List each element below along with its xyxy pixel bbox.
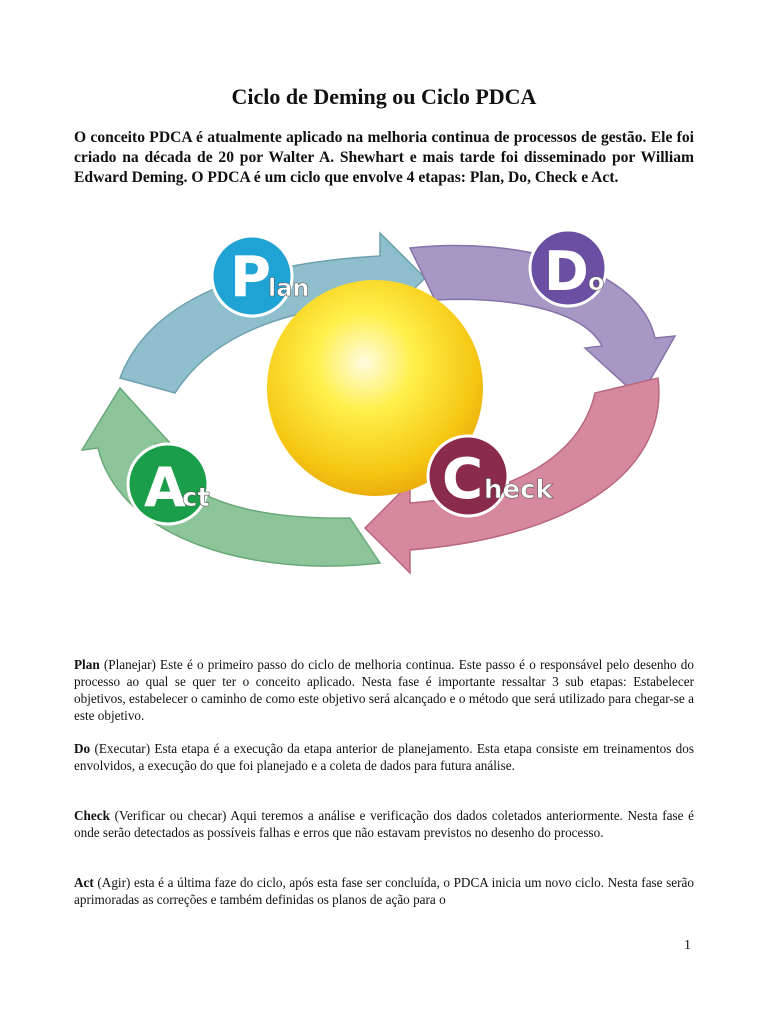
check-paragraph <box>74 807 694 841</box>
pdca-cycle-diagram <box>80 228 680 608</box>
act-badge-big-letter: A <box>144 456 186 519</box>
check-description: (Verificar ou checar) Aqui teremos a análise e verificação dos dados coletados anteriormente. Nesta fase é onde serão detectados as possíveis falhas e erros que não estavam previstos no desenho do processo. <box>74 808 694 840</box>
check-badge-small-text: heck <box>484 475 553 505</box>
page-title: Ciclo de Deming ou Ciclo PDCA <box>231 84 537 109</box>
check-badge-big-letter: C <box>442 447 484 512</box>
plan-term: Plan <box>74 657 100 672</box>
check-badge <box>428 436 554 516</box>
do-term: Do <box>74 741 91 756</box>
plan-paragraph <box>74 656 694 724</box>
act-badge-small-text: ct <box>182 483 210 513</box>
page-number: 1 <box>684 938 691 953</box>
plan-badge-small-text: lan <box>268 274 310 302</box>
act-badge <box>128 444 210 524</box>
plan-badge-big-letter: P <box>230 245 272 310</box>
check-term: Check <box>74 808 110 823</box>
plan-description: (Planejar) Este é o primeiro passo do ciclo de melhoria continua. Este passo é o responsável pelo desenho do processo ao qual se quer ter o conceito aplicado. Nesta fase é importante ressaltar 3 sub etapas: Estabelecer objetivos, estabelecer o caminho de como este objetivo será alcançado e o método que será utilizado para chegar-se a este objetivo. <box>74 657 694 723</box>
intro-paragraph: O conceito PDCA é atualmente aplicado na melhoria continua de processos de gestão. Ele foi criado na década de 20 por Walter A. Shewhart e mais tarde foi disseminado por William Edward Deming. O PDCA é um ciclo que envolve 4 etapas: Plan, Do, Check e Act. <box>74 129 694 186</box>
act-term: Act <box>74 875 94 890</box>
do-badge-big-letter: D <box>544 240 589 303</box>
do-badge <box>530 230 606 306</box>
do-badge-small-text: o <box>588 268 605 296</box>
do-paragraph <box>74 740 694 774</box>
do-description: (Executar) Esta etapa é a execução da etapa anterior de planejamento. Esta etapa consiste em treinamentos dos envolvidos, a execução do que foi planejado e a coleta de dados para futura análise. <box>74 741 694 773</box>
act-description: (Agir) esta é a última faze do ciclo, após esta fase ser concluída, o PDCA inicia um novo ciclo. Nesta fase serão aprimoradas as correções e também definidas os planos de ação para o <box>74 875 694 907</box>
act-paragraph <box>74 874 694 908</box>
